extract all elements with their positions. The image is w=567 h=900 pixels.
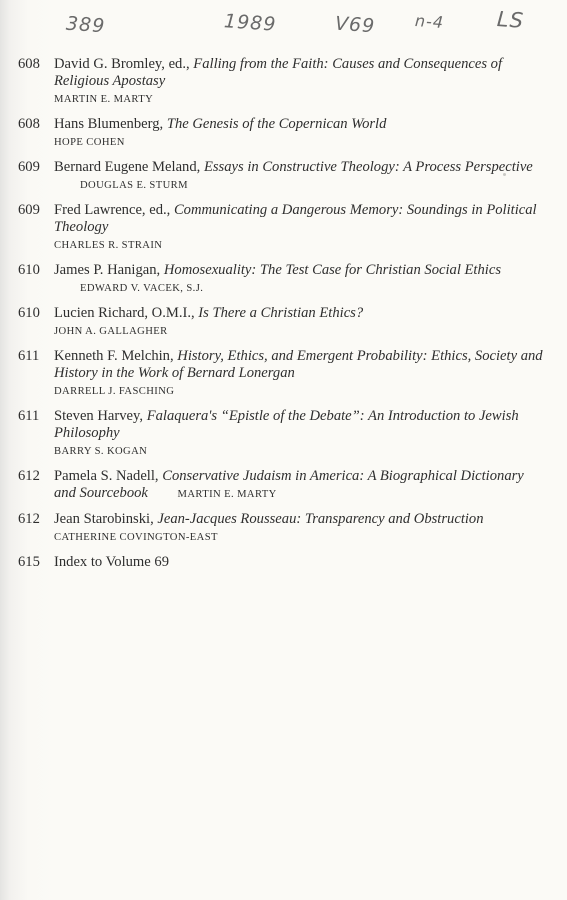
entry-reviewer: JOHN A. GALLAGHER [54,326,168,337]
entry-reviewer: CATHERINE COVINGTON-EAST [54,532,218,543]
toc-entry [18,408,548,460]
entry-author: Lucien Richard, O.M.I., [54,305,195,321]
entry-title: The Genesis of the Copernican World [166,116,387,132]
entry-author: Jean Starobinski, [54,511,154,527]
page-number: 608 [18,56,40,72]
entry-author: Pamela S. Nadell, [54,468,159,484]
entry-reviewer: CHARLES R. STRAIN [54,240,163,251]
page-number: 611 [18,348,40,364]
entry-body [54,348,548,400]
entry-author: David G. Bromley, ed., [54,56,190,72]
toc-entry [18,348,548,400]
handwritten-note: 389 [65,12,106,38]
handwritten-note: n-4 [414,11,445,32]
entry-title: Communicating a Dangerous Memory: Soundings in Political Theology [54,202,537,235]
entry-body [54,511,548,546]
toc-entry [18,262,548,297]
entry-title: Jean-Jacques Rousseau: Transparency and Obstruction [157,511,484,527]
toc-entry [18,56,548,108]
page-number: 612 [18,468,40,484]
page-number: 608 [18,116,40,132]
page-number: 615 [18,554,40,570]
toc-entry [18,468,548,503]
entry-body [54,554,548,571]
entry-title: Essays in Constructive Theology: A Process Perspective [203,159,533,175]
entry-title: Conservative Judaism in America: A Biographical Dictionary and Sourcebook [54,468,524,501]
page-number: 609 [18,202,40,218]
page-number: 609 [18,159,40,175]
entry-title: Falaquera's “Epistle of the Debate”: An Introduction to Jewish Philosophy [54,408,519,441]
page-number: 610 [18,262,40,278]
entry-body [54,408,548,460]
page-number: 610 [18,305,40,321]
table-of-contents [18,56,548,579]
entry-body [54,262,548,297]
entry-reviewer: EDWARD V. VACEK, S.J. [80,283,204,294]
toc-entry [18,116,548,151]
entry-reviewer: HOPE COHEN [54,137,125,148]
entry-author: Hans Blumenberg, [54,116,164,132]
entry-body [54,116,548,151]
entry-body [54,202,548,254]
entry-author: Steven Harvey, [54,408,144,424]
toc-entry [18,202,548,254]
entry-author: Index to Volume 69 [54,554,169,570]
handwritten-note: V69 [334,12,376,38]
toc-entry [18,159,548,194]
entry-title: Is There a Christian Ethics? [198,305,364,321]
handwritten-note: 1989 [223,10,278,36]
toc-entry [18,305,548,340]
entry-author: James P. Hanigan, [54,262,161,278]
entry-title: Homosexuality: The Test Case for Christian Social Ethics [163,262,501,278]
toc-entry [18,511,548,546]
entry-body [54,305,548,340]
entry-body [54,56,548,108]
entry-title: History, Ethics, and Emergent Probability: Ethics, Society and History in the Work of Bernard Lonergan [54,348,543,381]
handwritten-notes [0,6,567,42]
entry-reviewer: DOUGLAS E. STURM [80,180,188,191]
entry-author: Fred Lawrence, ed., [54,202,171,218]
handwritten-note: LS [496,7,525,33]
entry-reviewer: DARRELL J. FASCHING [54,386,175,397]
entry-author: Kenneth F. Melchin, [54,348,174,364]
page-number: 612 [18,511,40,527]
entry-title: Falling from the Faith: Causes and Consequences of Religious Apostasy [54,56,503,89]
entry-body [54,468,548,503]
entry-reviewer: MARTIN E. MARTY [177,489,277,500]
entry-reviewer: MARTIN E. MARTY [54,94,154,105]
toc-entry [18,554,548,571]
entry-author: Bernard Eugene Meland, [54,159,201,175]
entry-body [54,159,548,194]
entry-reviewer: BARRY S. KOGAN [54,446,148,457]
page-number: 611 [18,408,40,424]
